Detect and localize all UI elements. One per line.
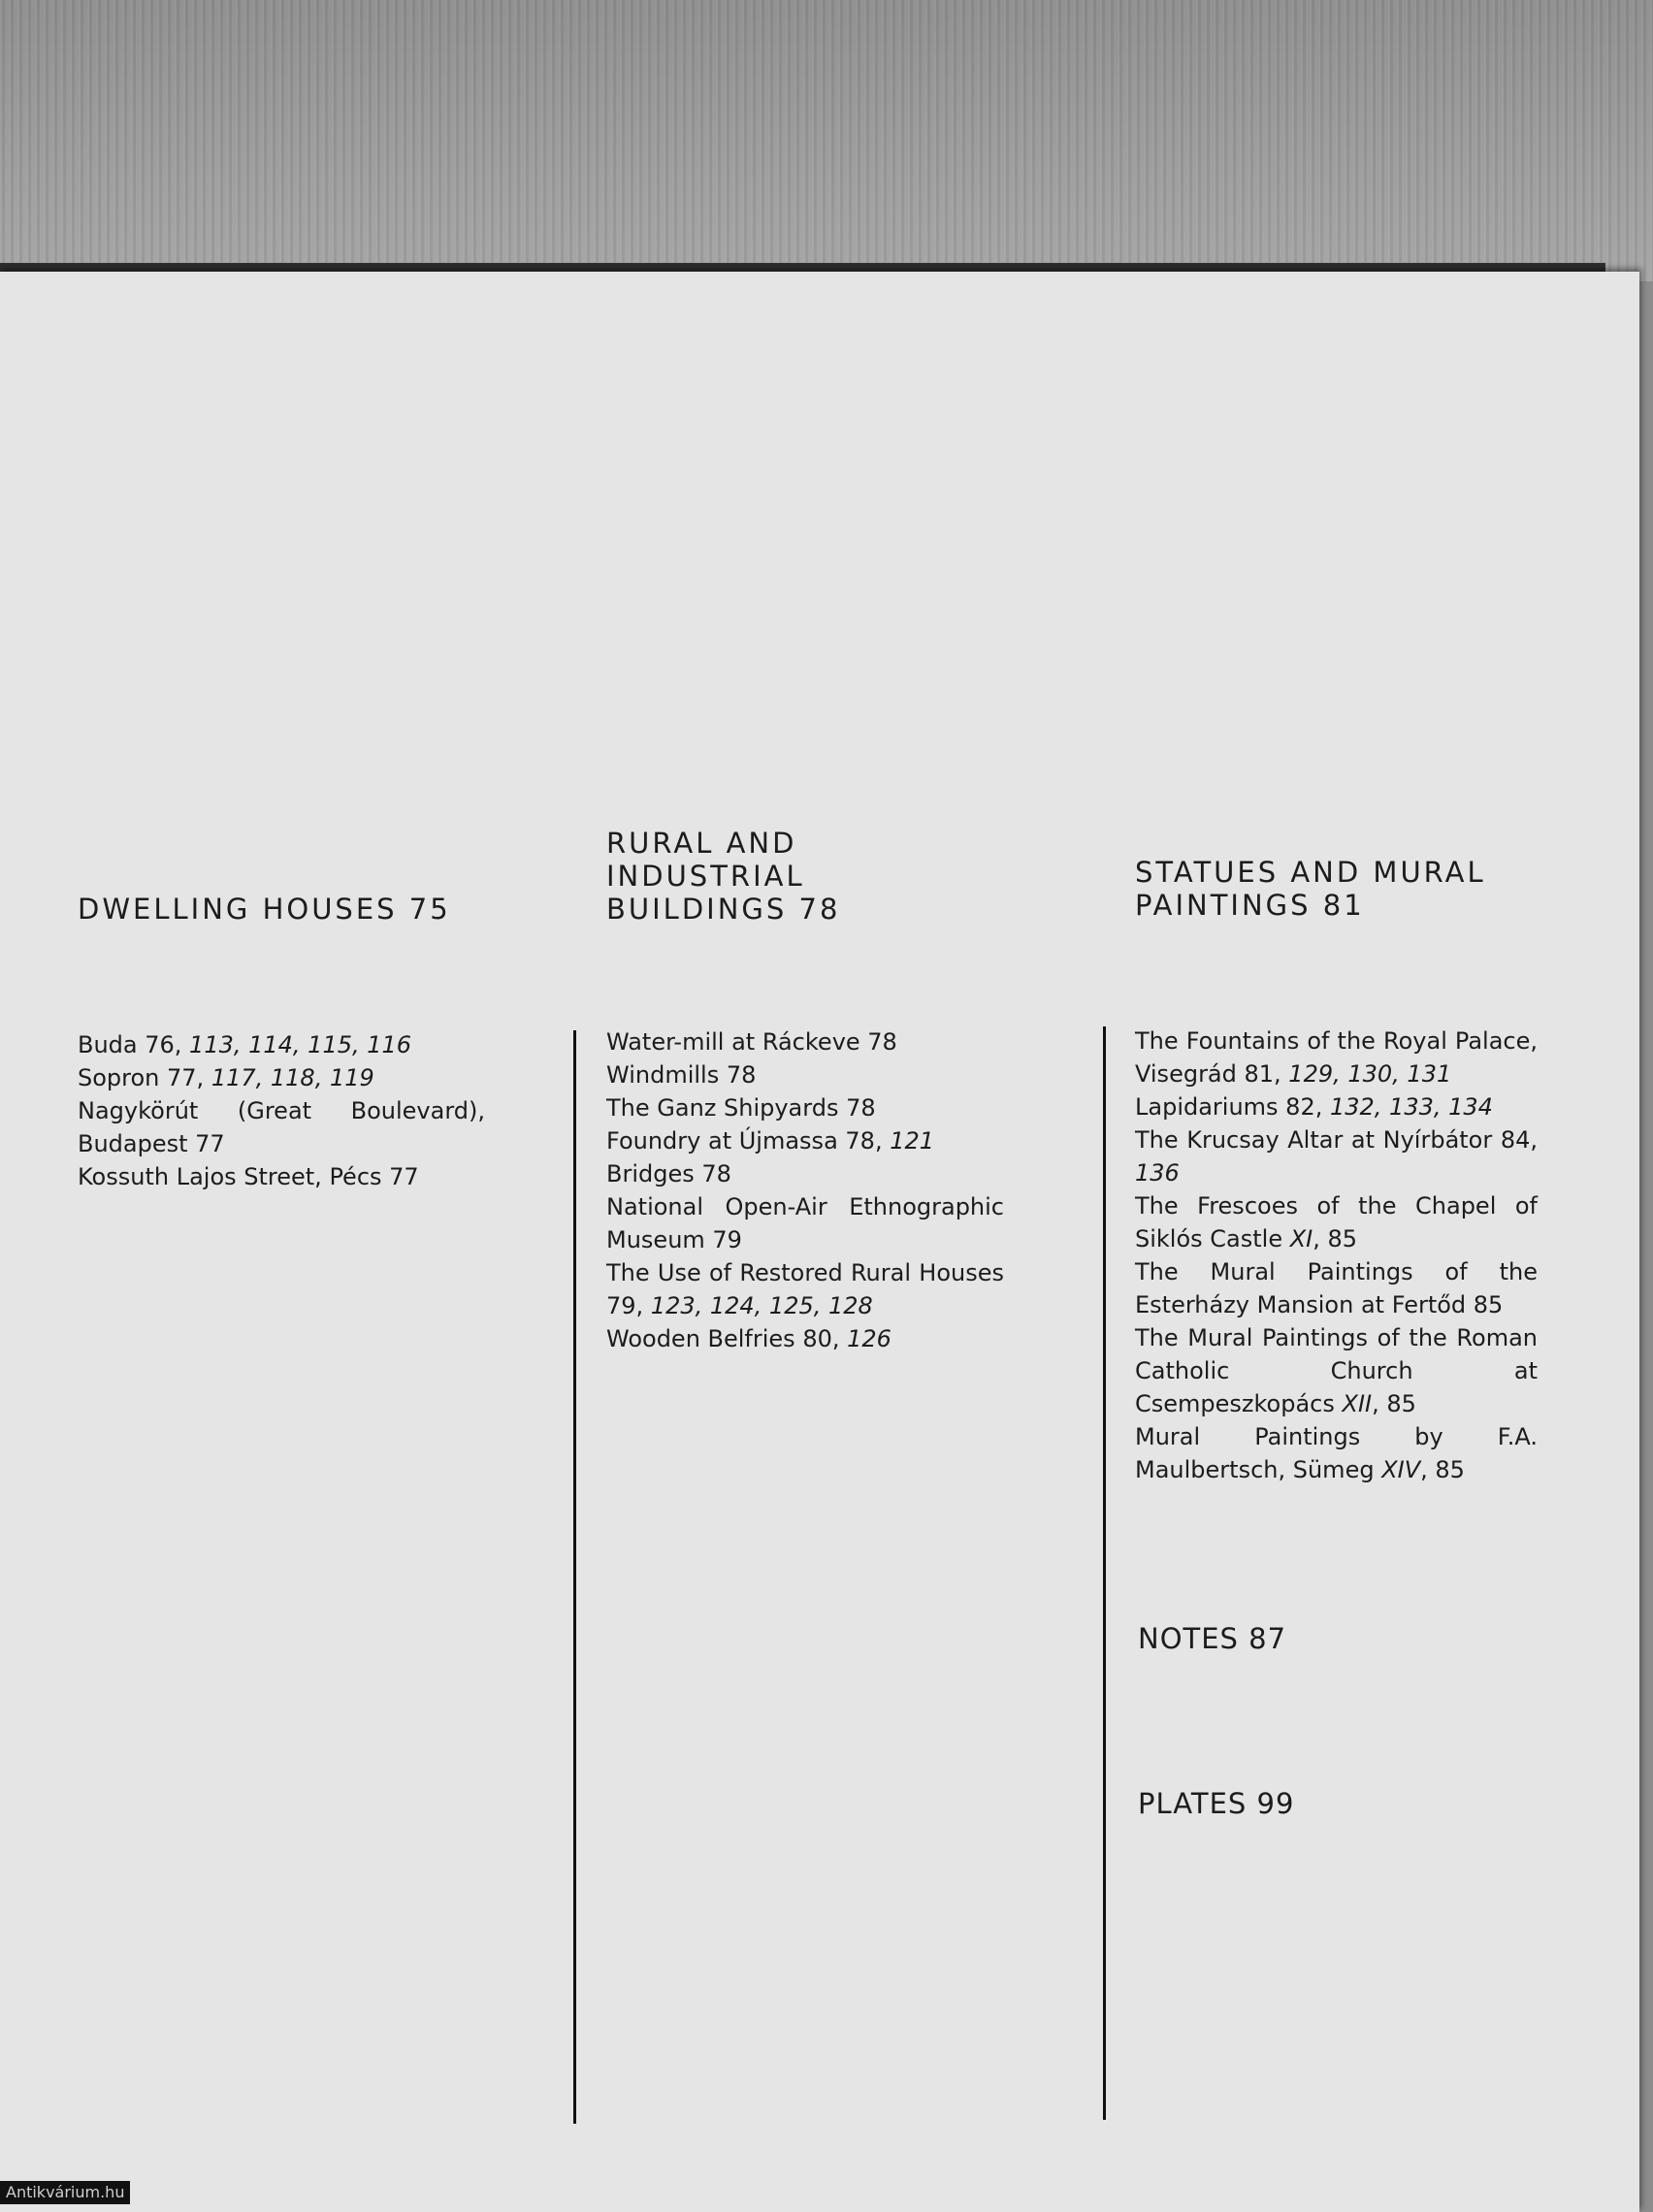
heading-notes: NOTES 87 <box>1138 1622 1287 1655</box>
list-item: The Krucsay Altar at Nyírbátor 84, 136 <box>1135 1126 1538 1187</box>
heading-statues-murals <box>1135 856 1538 922</box>
list-item: Mural Paintings by F.A. Maulbertsch, Sümeg XIV, 85 <box>1135 1423 1538 1483</box>
heading-line: STATUES AND MURAL <box>1135 856 1486 889</box>
list-item: The Mural Paintings of the Esterházy Mansion at Fertőd 85 <box>1135 1258 1538 1318</box>
list-item: The Use of Restored Rural Houses 79, 123, 124, 125, 128 <box>606 1259 1004 1319</box>
list-item: The Ganz Shipyards 78 <box>606 1094 876 1122</box>
list-item: Foundry at Újmassa 78, 121 <box>606 1127 935 1155</box>
heading-rural-industrial <box>606 827 1004 926</box>
list-item: Water-mill at Ráckeve 78 <box>606 1028 897 1056</box>
list-item: The Fountains of the Royal Palace, Visegrád 81, 129, 130, 131 <box>1135 1027 1538 1088</box>
list-item: Wooden Belfries 80, 126 <box>606 1325 891 1352</box>
table-surface <box>0 0 1653 281</box>
book-page <box>0 272 1639 2212</box>
heading-plates: PLATES 99 <box>1138 1787 1295 1820</box>
entries-statues-murals <box>1135 1025 1538 1486</box>
column-divider <box>1103 1026 1106 2120</box>
heading-line: PAINTINGS 81 <box>1135 889 1365 922</box>
heading-line: DWELLING HOUSES 75 <box>78 893 451 926</box>
heading-dwelling-houses <box>78 893 485 926</box>
watermark: Antikvárium.hu <box>0 2181 130 2204</box>
heading-line: RURAL AND <box>606 827 797 860</box>
list-item: The Mural Paintings of the Roman Catholic Church at Csempeszkopács XII, 85 <box>1135 1324 1538 1417</box>
entries-rural-industrial <box>606 1025 1004 1355</box>
entries-dwelling-houses <box>78 1028 485 1193</box>
list-item: Nagykörút (Great Boulevard), Budapest 77 <box>78 1097 485 1157</box>
list-item: The Frescoes of the Chapel of Siklós Castle XI, 85 <box>1135 1192 1538 1252</box>
list-item: Sopron 77, 117, 118, 119 <box>78 1064 374 1091</box>
heading-line: BUILDINGS 78 <box>606 893 841 926</box>
list-item: Kossuth Lajos Street, Pécs 77 <box>78 1163 419 1190</box>
heading-line: INDUSTRIAL <box>606 860 805 893</box>
list-item: Windmills 78 <box>606 1061 757 1089</box>
list-item: National Open-Air Ethnographic Museum 79 <box>606 1193 1004 1253</box>
column-divider <box>573 1030 576 2124</box>
list-item: Buda 76, 113, 114, 115, 116 <box>78 1031 412 1058</box>
list-item: Bridges 78 <box>606 1160 731 1187</box>
list-item: Lapidariums 82, 132, 133, 134 <box>1135 1093 1493 1121</box>
